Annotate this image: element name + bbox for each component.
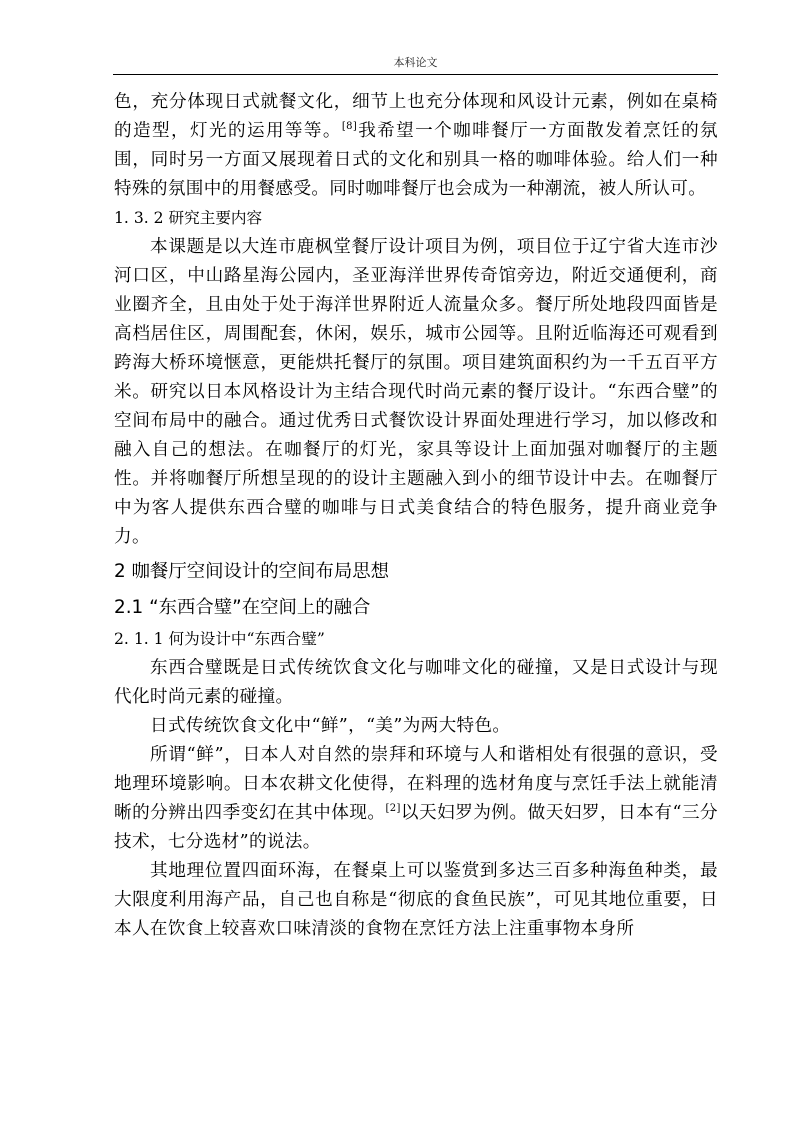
geography-paragraph: 其地理位置四面环海，在餐桌上可以鉴赏到多达三百多种海鱼种类，最大限度利用海产品，自己也自称是“彻底的食鱼民族”，可见其地位重要，日本人在饮食上较喜欢口味清淡的食物在烹饪方法上注重事物本身所 bbox=[114, 861, 718, 939]
freshness-text-a: 所谓“鲜”，日本人对自然的崇拜和环境与人和谐相处有很强的意识，受地理环境影响。日本农耕文化使得，在料理的选材角度与烹饪手法上就能清晰的分辨出四季变幻在其中体现。 bbox=[114, 745, 718, 823]
section-2-1-heading: 2.1 “东西合璧”在空间上的融合 bbox=[114, 597, 371, 618]
running-header: 本科论文 bbox=[393, 56, 438, 69]
freshness-paragraph bbox=[114, 741, 718, 857]
intro-text-a: 色，充分体现日式就餐文化，细节上也充分体现和风设计元素，例如在桌椅的造型，灯光的运用等等。 bbox=[114, 92, 718, 141]
fusion-definition-paragraph: 东西合璧既是日式传统饮食文化与咖啡文化的碰撞，又是日式设计与现代化时尚元素的碰撞。 bbox=[114, 658, 718, 707]
intro-text-b: 我希望一个咖啡餐厅一方面散发着烹饪的氛围，同时另一方面又展现着日式的文化和别具一格的咖啡体验。给人们一种特殊的氛围中的用餐感受。同时咖啡餐厅也会成为一种潮流，被人所认可。 bbox=[114, 121, 719, 199]
header-rule bbox=[113, 74, 718, 75]
intro-paragraph bbox=[114, 88, 718, 204]
research-content-paragraph: 本课题是以大连市鹿枫堂餐厅设计项目为例，项目位于辽宁省大连市沙河口区，中山路星海公园内，圣亚海洋世界传奇馆旁边，附近交通便利，商业圈齐全，且由处于处于海洋世界附近人流量众多。餐厅所处地段四面皆是高档居住区，周围配套，休闲，娱乐，城市公园等。且附近临海还可观看到跨海大桥环境惬意，更能烘托餐厅的氛围。项目建筑面积约为一千五百平方米。研究以日本风格设计为主结合现代时尚元素的餐厅设计。“东西合璧”的空间布局中的融合。通过优秀日式餐饮设计界面处理进行学习，加以修改和融入自己的想法。在咖餐厅的灯光，家具等设计上面加强对咖餐厅的主题性。并将咖餐厅所想呈现的的设计主题融入到小的细节设计中去。在咖餐厅中为客人提供东西合璧的咖啡与日式美食结合的特色服务，提升商业竞争力。 bbox=[114, 237, 718, 547]
page-body bbox=[114, 88, 718, 944]
chapter-2-heading: 2 咖餐厅空间设计的空间布局思想 bbox=[114, 561, 390, 582]
citation-8: [8] bbox=[341, 121, 358, 133]
freshness-text-b: 以天妇罗为例。做天妇罗，日本有“三分技术，七分选材”的说法。 bbox=[114, 803, 718, 852]
section-1-3-2-heading: 1. 3. 2 研究主要内容 bbox=[114, 209, 263, 227]
section-2-1-1-heading: 2. 1. 1 何为设计中“东西合璧” bbox=[114, 630, 325, 648]
traditional-features-paragraph: 日式传统饮食文化中“鲜”，“美”为两大特色。 bbox=[150, 716, 511, 736]
citation-2: [2] bbox=[385, 803, 401, 815]
